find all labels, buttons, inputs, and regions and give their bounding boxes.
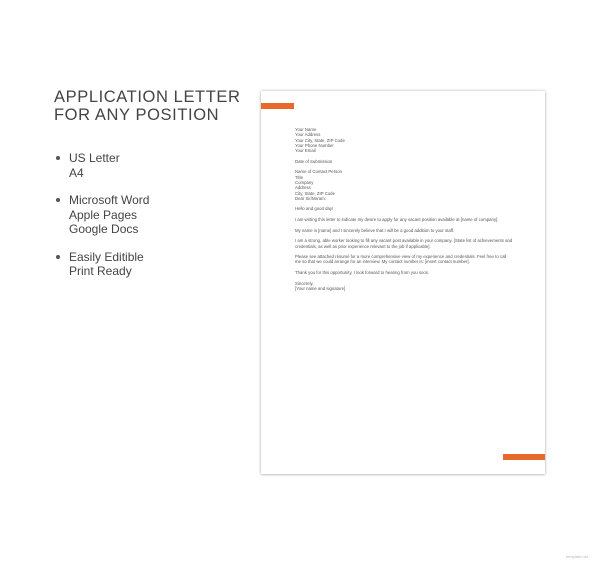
feature-item: Microsoft Word (69, 193, 150, 207)
feature-item: Apple Pages (69, 207, 138, 222)
bullet-icon (56, 156, 60, 160)
recipient-address: Address (295, 185, 311, 191)
sender-email: Your Email (295, 148, 316, 154)
feature-list (56, 151, 149, 292)
accent-bar-bottom (503, 454, 545, 460)
sender-name: Your Name (295, 127, 317, 132)
recipient-company: Company (295, 179, 314, 185)
sender-city: Your City, State, ZIP Code (295, 137, 345, 143)
sender-address: Your Address (295, 132, 321, 138)
recipient-title: Title (295, 174, 303, 180)
feature-group-file-formats (56, 193, 149, 237)
letter-paragraph: I am a strong, able worker looking to fill any vacant post available in your company. [State list of achievements and credentials, as well as prior experience relevant to the job if applicable]. (295, 238, 513, 249)
feature-group-editing (56, 250, 149, 279)
accent-bar-top (261, 103, 294, 109)
feature-item: A4 (69, 165, 84, 180)
letter-date: Date of Submission (295, 158, 333, 164)
title-line-1: APPLICATION LETTER (54, 88, 241, 106)
letter-paragraph: Please see attached résumé for a more comprehensive view of my experience and credentials. Feel free to call me so that we could arrange for an interview. My contact number is: [insert contact number]. (295, 254, 507, 265)
bullet-icon (56, 255, 60, 259)
feature-item: Easily Editible (69, 249, 144, 264)
greeting-block (295, 206, 513, 211)
letter-paragraph: I am writing this letter to indicate my desire to apply for any vacant position available at [name of company]. (295, 217, 499, 223)
recipient-city: City, State, ZIP Code (295, 190, 335, 196)
recipient-name: Name of Contact Person (295, 169, 343, 175)
bullet-icon (56, 198, 60, 202)
title-line-2: FOR ANY POSITION (54, 106, 220, 124)
feature-item: US Letter (69, 151, 120, 165)
sender-phone: Your Phone Number (295, 142, 334, 148)
feature-item: Google Docs (69, 222, 139, 236)
letter-paragraph: Thank you for this opportunity, I look forward to hearing from you soon. (295, 270, 430, 276)
sender-block (295, 127, 513, 153)
feature-group-paper-size (56, 151, 149, 180)
feature-item: Print Ready (69, 264, 132, 278)
letter-body (295, 127, 513, 297)
recipient-block (295, 169, 513, 201)
letter-preview (261, 91, 545, 474)
signature: [Your name and signature] (295, 285, 346, 291)
closing-block (295, 281, 513, 292)
salutation: Dear Sir/Ma'am: (295, 195, 326, 201)
watermark: template.net (565, 554, 588, 559)
letter-paragraph: My name is [name] and I sincerely believe that I will be a good addition to your staff. (295, 227, 455, 233)
closing: Sincerely, (295, 280, 314, 286)
page-title (54, 88, 241, 124)
greeting: Hello and good day! (295, 206, 334, 212)
date-block (295, 159, 513, 164)
